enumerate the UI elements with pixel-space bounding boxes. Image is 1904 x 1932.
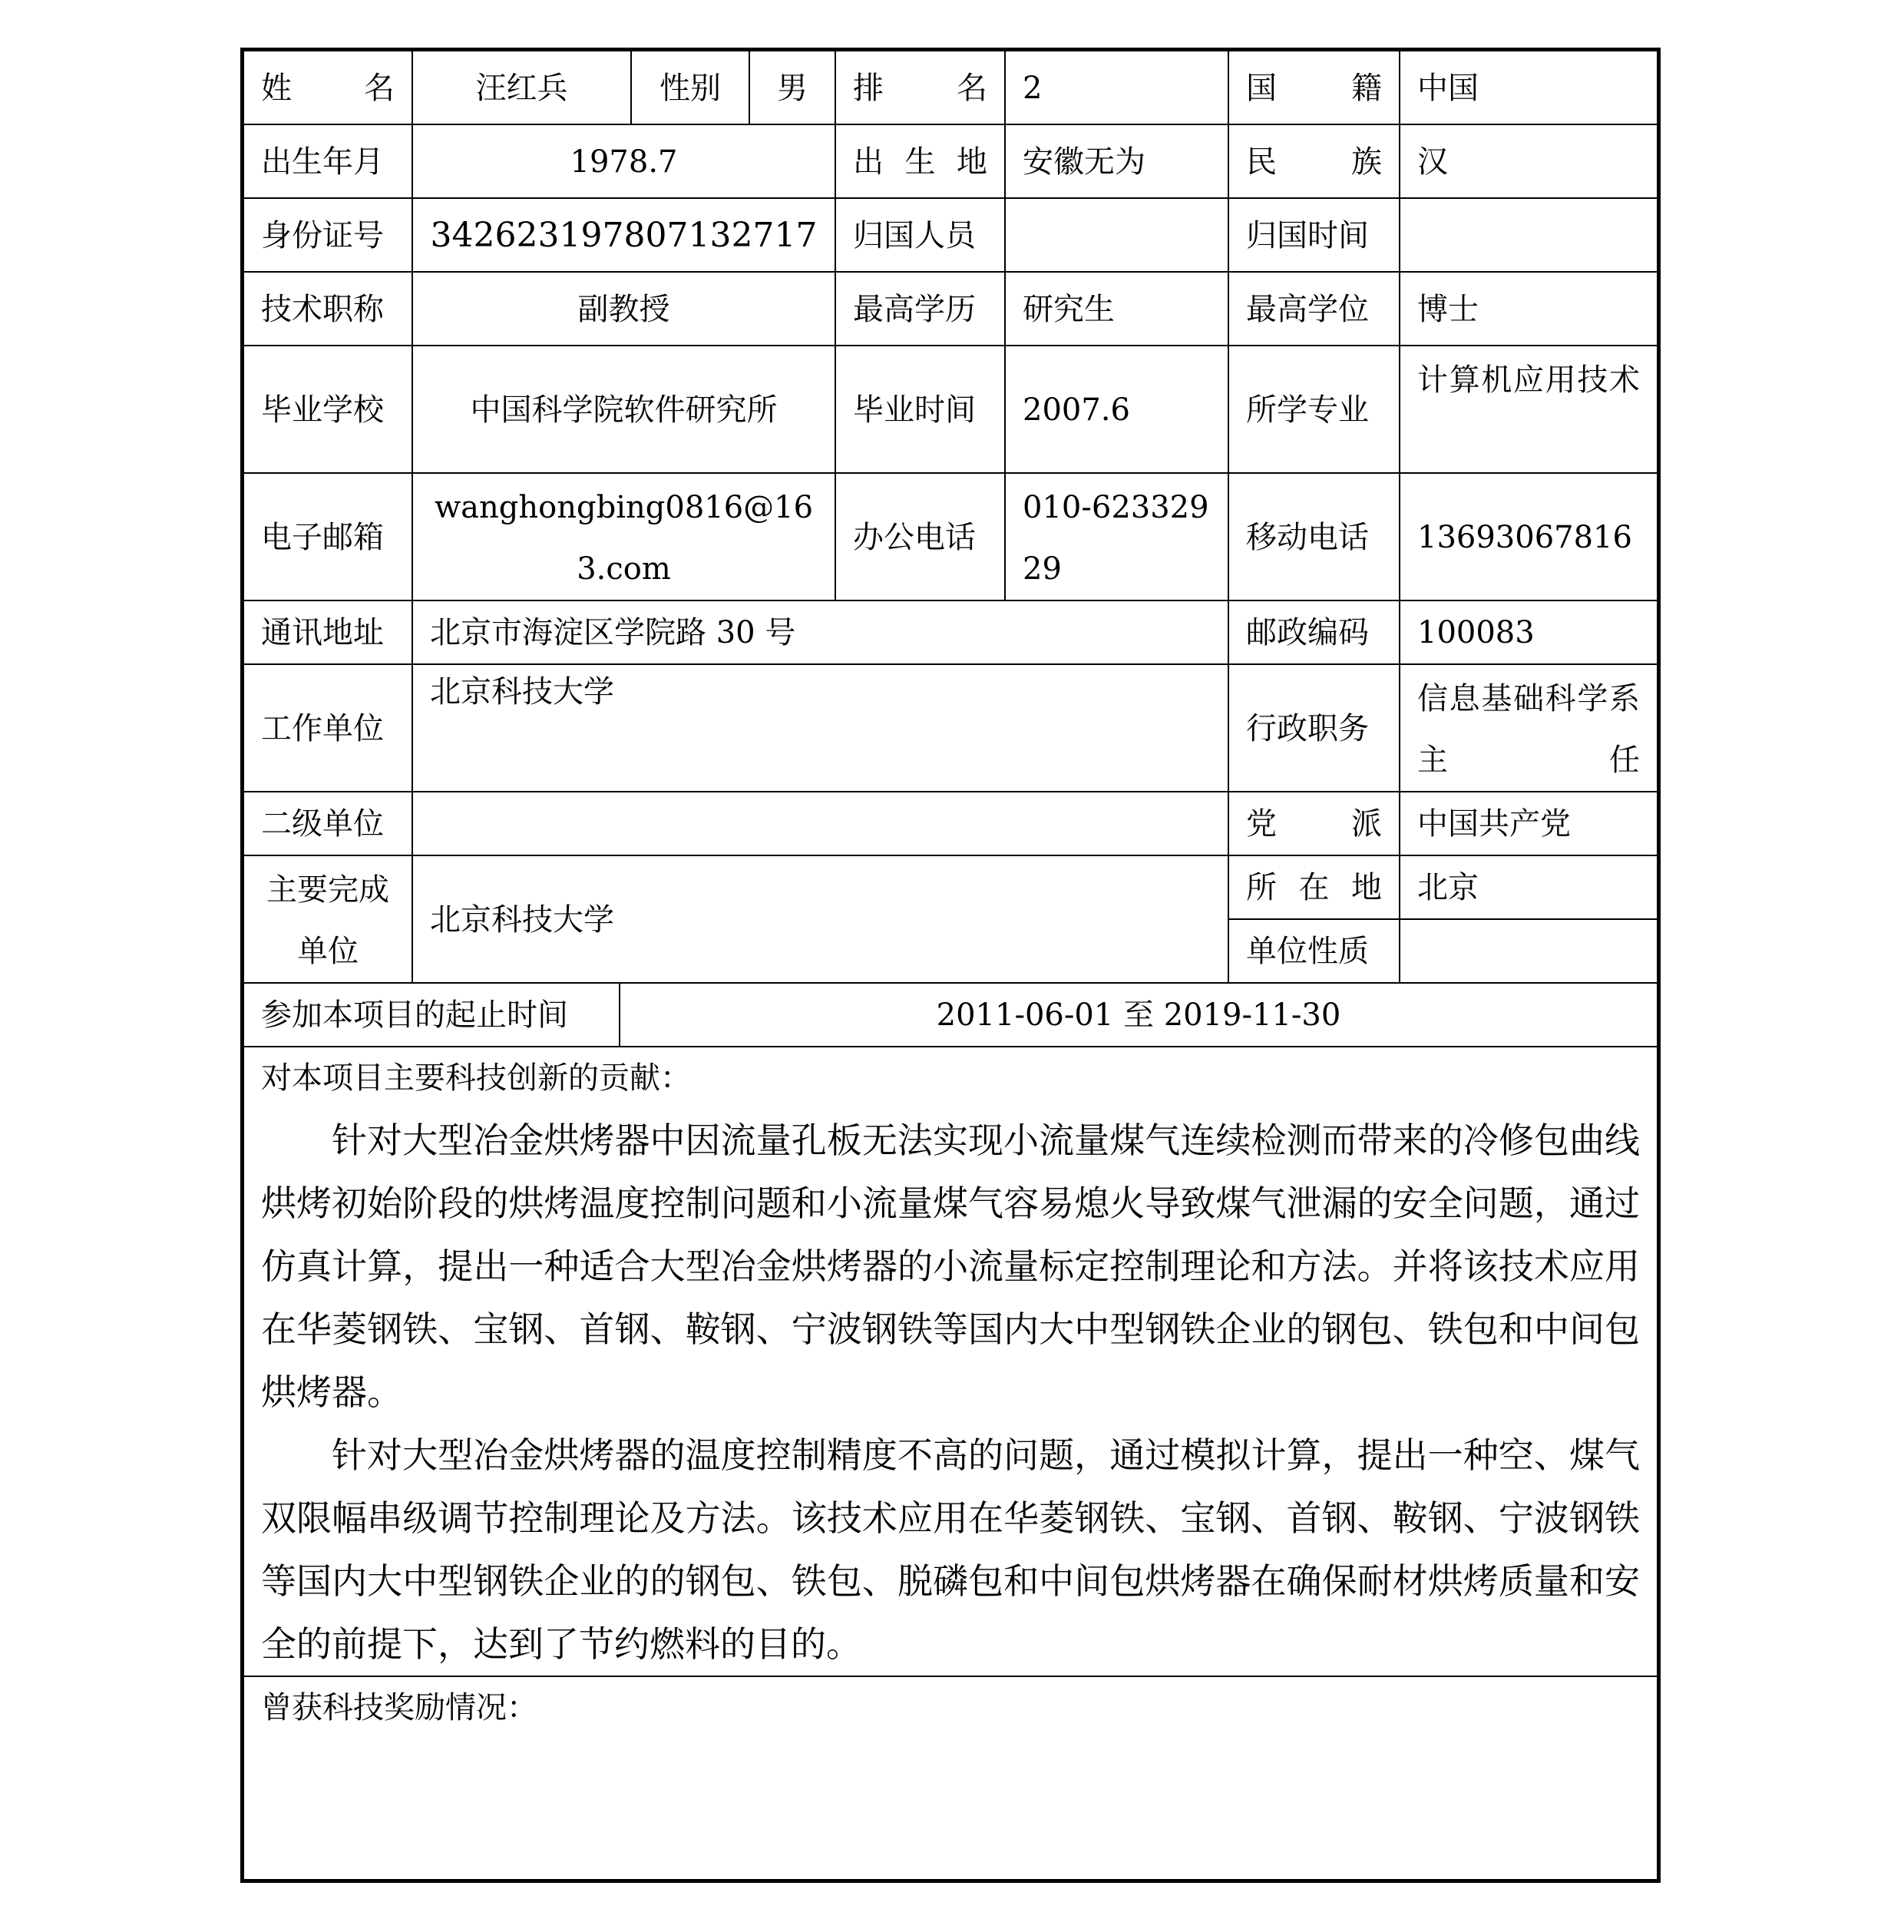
contribution-section xyxy=(244,1047,1657,1677)
period-label: 参加本项目的起止时间 xyxy=(244,984,620,1047)
grad-time-value: 2007.6 xyxy=(1006,346,1229,474)
party-value: 中国共产党 xyxy=(1400,792,1657,856)
contribution-heading: 对本项目主要科技创新的贡献： xyxy=(261,1060,691,1096)
education-value: 研究生 xyxy=(1006,273,1229,346)
birth-label: 出生年月 xyxy=(244,125,413,199)
id-label: 身份证号 xyxy=(244,199,413,273)
returnee-value xyxy=(1006,199,1229,273)
secondary-unit-label: 二级单位 xyxy=(244,792,413,856)
degree-label: 最高学位 xyxy=(1229,273,1400,346)
school-value: 中国科学院软件研究所 xyxy=(413,346,836,474)
gender-value: 男 xyxy=(750,51,836,125)
period-value: 2011-06-01 至 2019-11-30 xyxy=(620,984,1657,1047)
return-time-value xyxy=(1400,199,1657,273)
return-time-label: 归国时间 xyxy=(1229,199,1400,273)
nationality-value: 中国 xyxy=(1400,51,1657,125)
party-label: 党派 xyxy=(1229,792,1400,856)
unit-nature-value xyxy=(1400,920,1657,984)
office-phone-value: 010-62332929 xyxy=(1006,474,1229,601)
office-phone-label: 办公电话 xyxy=(836,474,1006,601)
title-label: 技术职称 xyxy=(244,273,413,346)
rank-label: 排名 xyxy=(836,51,1006,125)
name-label: 姓名 xyxy=(244,51,413,125)
ethnicity-value: 汉 xyxy=(1400,125,1657,199)
main-unit-label: 主要完成单位 xyxy=(244,856,413,984)
secondary-unit-value xyxy=(413,792,1229,856)
name-value: 汪红兵 xyxy=(413,51,632,125)
id-value: 342623197807132717 xyxy=(413,199,836,273)
contribution-paragraph-1: 针对大型冶金烘烤器中因流量孔板无法实现小流量煤气连续检测而带来的冷修包曲线烘烤初始阶段的烘烤温度控制问题和小流量煤气容易熄火导致煤气泄漏的安全问题，通过仿真计算，提出一种适合大型冶金烘烤器的小流量标定控制理论和方法。并将该技术应用在华菱钢铁、宝钢、首钢、鞍钢、宁波钢铁等国内大中型钢铁企业的钢包、铁包和中间包烘烤器。 xyxy=(261,1120,1640,1413)
main-unit-value: 北京科技大学 xyxy=(413,856,1229,984)
major-label: 所学专业 xyxy=(1229,346,1400,474)
degree-value: 博士 xyxy=(1400,273,1657,346)
location-label: 所在地 xyxy=(1229,856,1400,920)
education-label: 最高学历 xyxy=(836,273,1006,346)
unit-nature-label: 单位性质 xyxy=(1229,920,1400,984)
personnel-form xyxy=(240,48,1661,1883)
contribution-paragraph-2: 针对大型冶金烘烤器的温度控制精度不高的问题，通过模拟计算，提出一种空、煤气双限幅串级调节控制理论及方法。该技术应用在华菱钢铁、宝钢、首钢、鞍钢、宁波钢铁等国内大中型钢铁企业的的钢包、铁包、脱磷包和中间包烘烤器在确保耐材烘烤质量和安全的前提下，达到了节约燃料的目的。 xyxy=(261,1434,1640,1665)
work-unit-label: 工作单位 xyxy=(244,665,413,792)
school-label: 毕业学校 xyxy=(244,346,413,474)
email-value: wanghongbing0816@163.com xyxy=(413,474,836,601)
birthplace-label: 出生地 xyxy=(836,125,1006,199)
postcode-value: 100083 xyxy=(1400,601,1657,665)
work-unit-value: 北京科技大学 xyxy=(413,665,1229,792)
address-label: 通讯地址 xyxy=(244,601,413,665)
awards-heading: 曾获科技奖励情况： xyxy=(261,1690,537,1725)
birth-value: 1978.7 xyxy=(413,125,836,199)
returnee-label: 归国人员 xyxy=(836,199,1006,273)
location-value: 北京 xyxy=(1400,856,1657,920)
rank-value: 2 xyxy=(1006,51,1229,125)
admin-post-label: 行政职务 xyxy=(1229,665,1400,792)
birthplace-value: 安徽无为 xyxy=(1006,125,1229,199)
address-value: 北京市海淀区学院路 30 号 xyxy=(413,601,1229,665)
nationality-label: 国籍 xyxy=(1229,51,1400,125)
mobile-value: 13693067816 xyxy=(1400,474,1657,601)
gender-label: 性别 xyxy=(632,51,750,125)
title-value: 副教授 xyxy=(413,273,836,346)
grad-time-label: 毕业时间 xyxy=(836,346,1006,474)
awards-section xyxy=(244,1677,1657,1879)
ethnicity-label: 民族 xyxy=(1229,125,1400,199)
postcode-label: 邮政编码 xyxy=(1229,601,1400,665)
admin-post-value: 信息基础科学系主任 xyxy=(1400,665,1657,792)
email-label: 电子邮箱 xyxy=(244,474,413,601)
major-value: 计算机应用技术 xyxy=(1400,346,1657,474)
mobile-label: 移动电话 xyxy=(1229,474,1400,601)
